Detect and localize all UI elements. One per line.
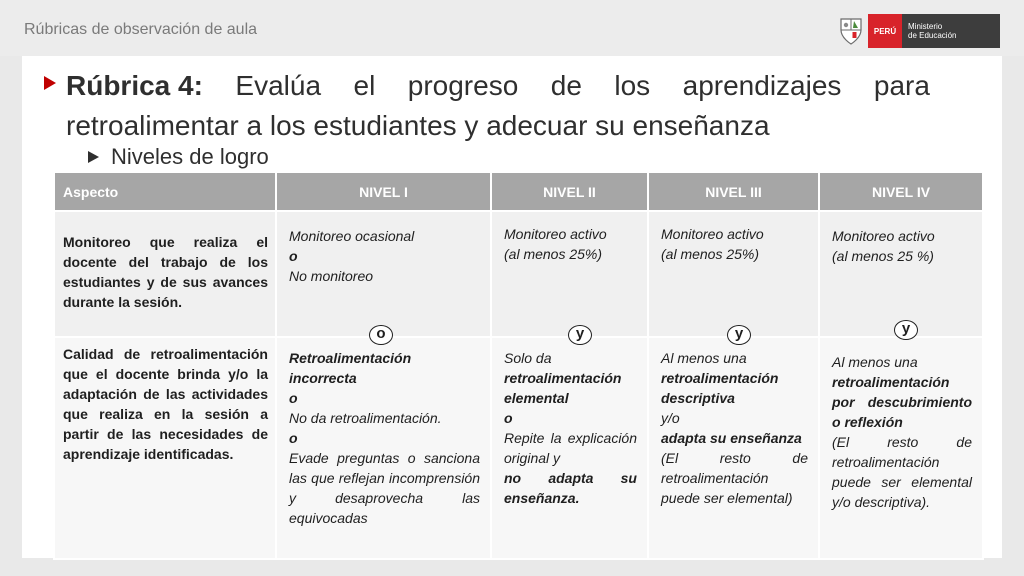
ministry-label: Ministerio de Educación bbox=[902, 14, 1000, 48]
subheading bbox=[88, 144, 269, 170]
bullet-triangle-icon bbox=[44, 76, 56, 90]
nivel-1-cell: Retroalimentación incorrecta o No da retroalimentación. o Evade preguntas o sanciona las que reflejan incomprensión y desaprovecha las equivocadas bbox=[276, 337, 491, 559]
header-nivel-1: NIVEL I bbox=[276, 172, 491, 211]
heading-rubric-number: Rúbrica 4: bbox=[66, 70, 203, 101]
nivel-1-cell: Monitoreo ocasional o No monitoreo o bbox=[276, 211, 491, 337]
nivel-4-cell: Al menos una retroalimentación por descubrimiento o reflexión (El resto de retroalimentación puede ser elemental y/o descriptiva). bbox=[819, 337, 983, 559]
nivel-2-cell: Solo da retroalimentación elemental o Repite la explicación original y no adapta su enseñanza. bbox=[491, 337, 648, 559]
subheading-text: Niveles de logro bbox=[111, 144, 269, 169]
connector-badge: y bbox=[727, 325, 751, 345]
connector-badge: y bbox=[894, 320, 918, 340]
header-nivel-3: NIVEL III bbox=[648, 172, 819, 211]
table-header-row bbox=[54, 172, 983, 211]
table-row bbox=[54, 211, 983, 337]
slide-title: Rúbricas de observación de aula bbox=[24, 21, 258, 38]
heading-line-2: retroalimentar a los estudiantes y adecuar su enseñanza bbox=[66, 110, 770, 141]
nivel-3-cell: Monitoreo activo (al menos 25%) y bbox=[648, 211, 819, 337]
sub-bullet-icon bbox=[88, 151, 99, 163]
ministry-logo bbox=[836, 14, 1000, 48]
header-aspecto: Aspecto bbox=[54, 172, 276, 211]
header-nivel-4: NIVEL IV bbox=[819, 172, 983, 211]
heading-line-1: Rúbrica 4: Evalúa el progreso de los aprendizajes para bbox=[44, 66, 930, 106]
rubric-heading bbox=[44, 66, 930, 146]
aspect-cell: Monitoreo que realiza el docente del trabajo de los estudiantes y de sus avances durante la sesión. bbox=[54, 211, 276, 337]
connector-badge: o bbox=[369, 325, 393, 345]
header-nivel-2: NIVEL II bbox=[491, 172, 648, 211]
connector-badge: y bbox=[568, 325, 592, 345]
aspect-cell: Calidad de retroalimentación que el docente brinda y/o la adaptación de las actividades que realiza en la sesión a partir de las necesidades de aprendizaje identificadas. bbox=[54, 337, 276, 559]
nivel-4-cell: Monitoreo activo (al menos 25 %) y bbox=[819, 211, 983, 337]
nivel-2-cell: Monitoreo activo (al menos 25%) y bbox=[491, 211, 648, 337]
coat-of-arms-icon bbox=[836, 14, 866, 48]
nivel-3-cell: Al menos una retroalimentación descriptiva y/o adapta su enseñanza (El resto de retroalimentación puede ser elemental) bbox=[648, 337, 819, 559]
rubric-table bbox=[53, 171, 984, 560]
table-row bbox=[54, 337, 983, 559]
peru-label: PERÚ bbox=[868, 14, 902, 48]
